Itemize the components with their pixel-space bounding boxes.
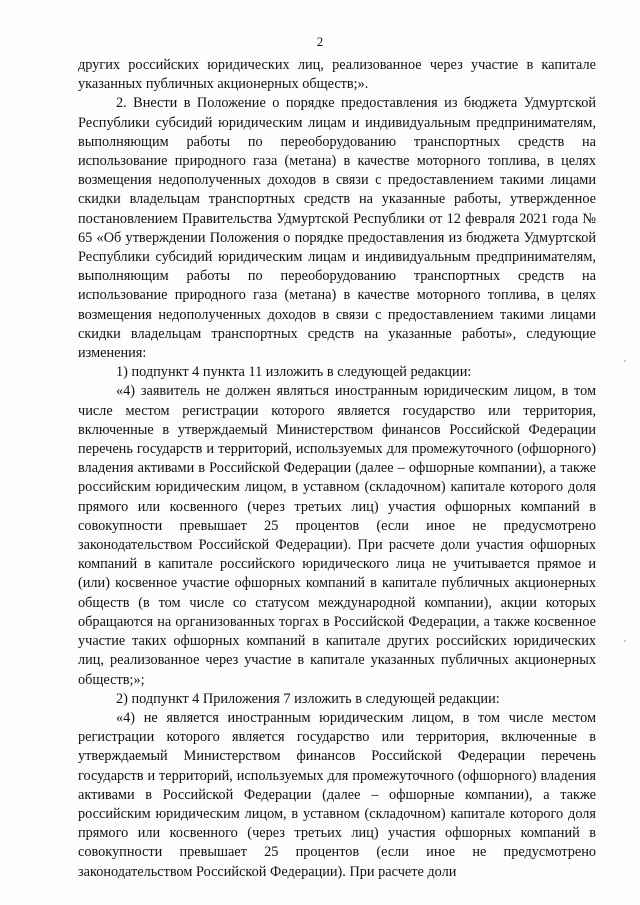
paragraph-continuation: других российских юридических лиц, реализованное через участие в капитале указанных публичных акционерных обществ;». [78, 57, 596, 93]
scan-speck [624, 640, 626, 642]
page-number: 2 [316, 34, 324, 49]
scan-speck [624, 360, 626, 362]
paragraph-subitem-2: 2) подпункт 4 Приложения 7 изложить в следующей редакции: [116, 690, 500, 707]
paragraph-subitem-2-text: «4) не является иностранным юридическим лицом, в том числе местом регистрации которого является государство или территория, включенные в утверждаемый Министерством финансов Российской Федерации перечень государств и территорий, используемых для промежуточного (офшорного) владения активами в Российской Федерации (далее – офшорные компании), а также российским юридическим лицом, в уставном (складочном) капитале которого доля прямого или косвенного (через третьих лиц) участия офшорных компаний в совокупности превышает 25 процентов (если иное не предусмотрено законодательством Российской Федерации). При расчете доли [78, 709, 596, 880]
document-body [78, 56, 596, 882]
paragraph-subitem-1-text: «4) заявитель не должен являться иностранным юридическим лицом, в том числе местом регистрации которого является государство или территория, включенные в утверждаемый Министерством финансов Российской Федерации перечень государств и территорий, используемых для промежуточного (офшорного) владения активами в Российской Федерации (далее – офшорные компании), а также российским юридическим лицом, в уставном (складочном) капитале которого доля прямого или косвенного (через третьих лиц) участия офшорных компаний в совокупности превышает 25 процентов (если иное не предусмотрено законодательством Российской Федерации). При расчете доли участия офшорных компаний в капитале российского юридического лица не учитывается прямое и (или) косвенное участие офшорных компаний в капитале публичных акционерных обществ (в том числе со статусом международной компании), акции которых обращаются на организованных торгах в Российской Федерации, а также косвенное участие таких офшорных компаний в капитале других российских юридических лиц, реализованное через участие в капитале указанных публичных акционерных обществ;»; [78, 383, 596, 688]
paragraph-subitem-1: 1) подпункт 4 пункта 11 изложить в следующей редакции: [116, 364, 472, 381]
paragraph-amendment-intro: 2. Внести в Положение о порядке предоставления из бюджета Удмуртской Республики субсидий юридическим лицам и индивидуальным предпринимателям, выполняющим работы по переоборудованию транспортных средств на использование природного газа (метана) в качестве моторного топлива, в целях возмещения недополученных доходов в связи с предоставлением такими лицами скидки владельцам транспортных средств на указанные работы, утвержденное постановлением Правительства Удмуртской Республики от 12 февраля 2021 года № 65 «Об утверждении Положения о порядке предоставления из бюджета Удмуртской Республики субсидий юридическим лицам и индивидуальным предпринимателям, выполняющим работы по переоборудованию транспортных средств на использование природного газа (метана) в качестве моторного топлива, в целях возмещения недополученных доходов в связи с предоставлением такими лицами скидки владельцам транспортных средств на указанные работы», следующие изменения: [78, 95, 596, 362]
